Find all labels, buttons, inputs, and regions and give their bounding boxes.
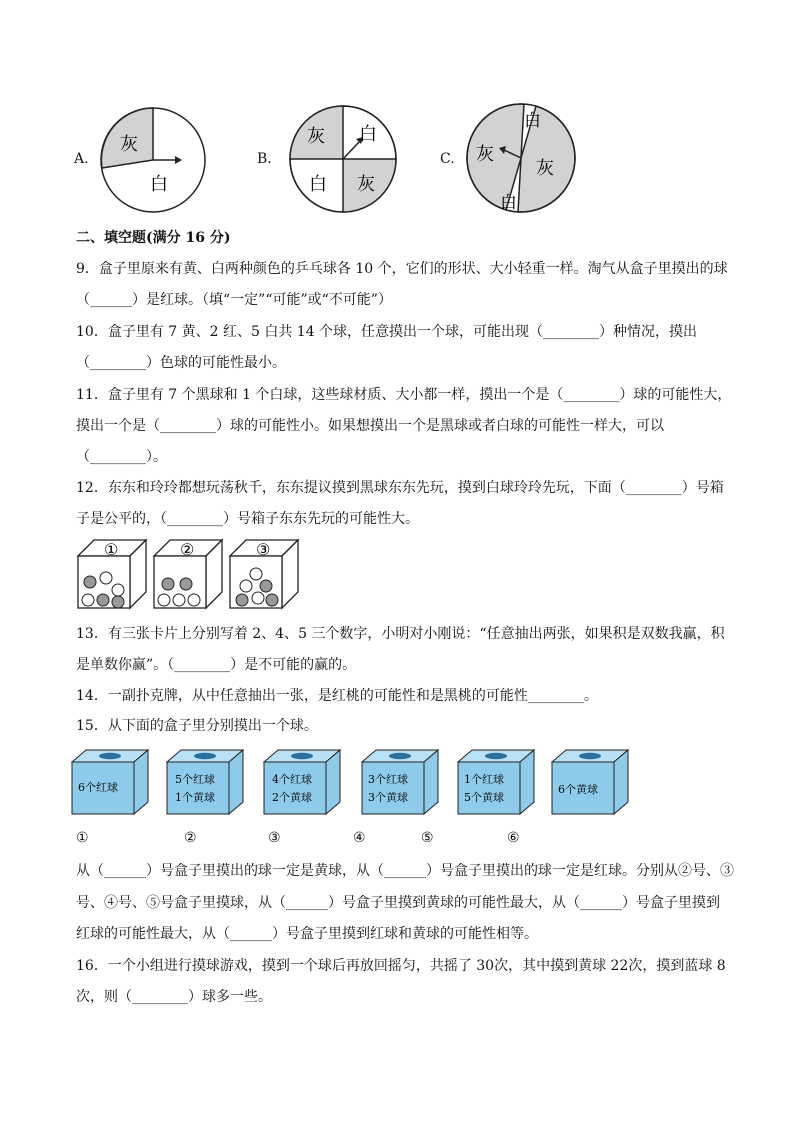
spinner-b-label-tr: 白 bbox=[359, 124, 377, 145]
q15-box-1 bbox=[72, 750, 148, 814]
spinner-a-label-gray: 灰 bbox=[120, 134, 138, 155]
q11-line2: 摸出一个是（________）球的可能性小。如果想摸出一个是黑球或者白球的可能性一样大，可以 bbox=[76, 418, 664, 434]
q12-box-2-num: ② bbox=[180, 540, 195, 559]
q15-line1: 15．从下面的盒子里分别摸出一个球。 bbox=[76, 718, 318, 734]
q12-box-2 bbox=[154, 540, 222, 608]
q15-box-figure bbox=[70, 748, 630, 818]
q15-box-6 bbox=[552, 750, 628, 814]
q15-num-6: ⑥ bbox=[507, 830, 520, 846]
section-title: 二、填空题(满分 16 分) bbox=[76, 230, 231, 246]
q15-box-2-line1: 5个红球 bbox=[175, 773, 215, 786]
q12-box-3-num: ③ bbox=[256, 540, 271, 559]
q9-line2: （______）是红球。（填“一定”“可能”或“不可能”） bbox=[76, 292, 392, 308]
q15-num-1: ① bbox=[76, 830, 89, 846]
q11-line3: （________）。 bbox=[76, 449, 167, 465]
q15-line2: 从（______）号盒子里摸出的球一定是黄球，从（______）号盒子里摸出的球一定是红球。分别从②号、③ bbox=[76, 863, 734, 879]
q13-line2: 是单数你赢”。（________）是不可能的赢的。 bbox=[76, 657, 357, 673]
q15-box-5 bbox=[458, 750, 534, 814]
q15-num-2: ② bbox=[184, 830, 197, 846]
q12-line2: 子是公平的，（________）号箱子东东先玩的可能性大。 bbox=[76, 511, 419, 527]
q16-line1: 16．一个小组进行摸球游戏，摸到一个球后再放回摇匀，共摇了 30次，其中摸到黄球 22次，摸到蓝球 8 bbox=[76, 958, 726, 974]
q15-box-4-line2: 3个黄球 bbox=[368, 791, 408, 804]
q15-box-5-line2: 5个黄球 bbox=[464, 791, 504, 804]
q15-box-3 bbox=[264, 750, 340, 814]
q15-box-1-line1: 6个红球 bbox=[78, 781, 118, 794]
spinner-b-label-tl: 灰 bbox=[307, 126, 325, 147]
option-c-letter: C. bbox=[440, 151, 455, 167]
q16-line2: 次，则（________）球多一些。 bbox=[76, 989, 272, 1005]
option-b-letter: B. bbox=[257, 151, 272, 167]
q15-box-2-line2: 1个黄球 bbox=[175, 791, 215, 804]
q15-box-3-line1: 4个红球 bbox=[272, 773, 312, 786]
q15-num-4: ④ bbox=[353, 830, 366, 846]
q9-line1: 9．盒子里原来有黄、白两种颜色的乒乓球各 10 个，它们的形状、大小轻重一样。淘气从盒子里摸出的球 bbox=[76, 261, 728, 277]
spinner-c-label-right: 灰 bbox=[536, 158, 554, 179]
spinner-b-label-bl: 白 bbox=[309, 174, 327, 195]
q12-box-1-num: ① bbox=[104, 540, 119, 559]
q15-box-4-line1: 3个红球 bbox=[368, 773, 408, 786]
spinner-c bbox=[462, 102, 580, 214]
q12-box-1 bbox=[78, 540, 146, 608]
q14-line1: 14．一副扑克牌，从中任意抽出一张，是红桃的可能性和是黑桃的可能性________。 bbox=[76, 688, 598, 704]
q15-box-4 bbox=[362, 750, 438, 814]
spinner-c-label-bottom: 白 bbox=[500, 193, 517, 213]
q15-line3: 号、④号、⑤号盒子里摸球，从（______）号盒子里摸到黄球的可能性最大，从（______）号盒子里摸到 bbox=[76, 895, 720, 911]
q15-box-2 bbox=[167, 750, 243, 814]
q12-line1: 12．东东和玲玲都想玩荡秋千，东东提议摸到黑球东东先玩，摸到白球玲玲先玩，下面（________）号箱 bbox=[76, 480, 724, 496]
q15-box-3-line2: 2个黄球 bbox=[272, 791, 312, 804]
q15-num-5: ⑤ bbox=[421, 830, 434, 846]
q10-line1: 10．盒子里有 7 黄、2 红、5 白共 14 个球，任意摸出一个球，可能出现（________）种情况，摸出 bbox=[76, 324, 698, 340]
spinner-b bbox=[285, 104, 401, 214]
q15-box-5-line1: 1个红球 bbox=[464, 773, 504, 786]
q15-box-6-line1: 6个黄球 bbox=[558, 783, 598, 796]
q10-line2: （________）色球的可能性最小。 bbox=[76, 355, 286, 371]
spinner-a bbox=[98, 106, 210, 214]
q15-line4: 红球的可能性最大，从（______）号盒子里摸到红球和黄球的可能性相等。 bbox=[76, 926, 538, 942]
q15-num-3: ③ bbox=[268, 830, 281, 846]
spinner-c-label-top: 白 bbox=[524, 111, 541, 131]
q12-box-3 bbox=[230, 540, 298, 608]
spinner-b-label-br: 灰 bbox=[357, 174, 375, 195]
q12-box-figure bbox=[76, 538, 306, 612]
spinner-c-label-left: 灰 bbox=[476, 144, 494, 165]
spinner-a-label-white: 白 bbox=[150, 174, 168, 195]
option-a-letter: A. bbox=[74, 151, 89, 167]
q11-line1: 11．盒子里有 7 个黑球和 1 个白球，这些球材质、大小都一样，摸出一个是（________）球的可能性大， bbox=[76, 387, 732, 403]
q13-line1: 13．有三张卡片上分别写着 2、4、5 三个数字，小明对小刚说：“任意抽出两张，如果积是双数我赢，积 bbox=[76, 626, 725, 642]
